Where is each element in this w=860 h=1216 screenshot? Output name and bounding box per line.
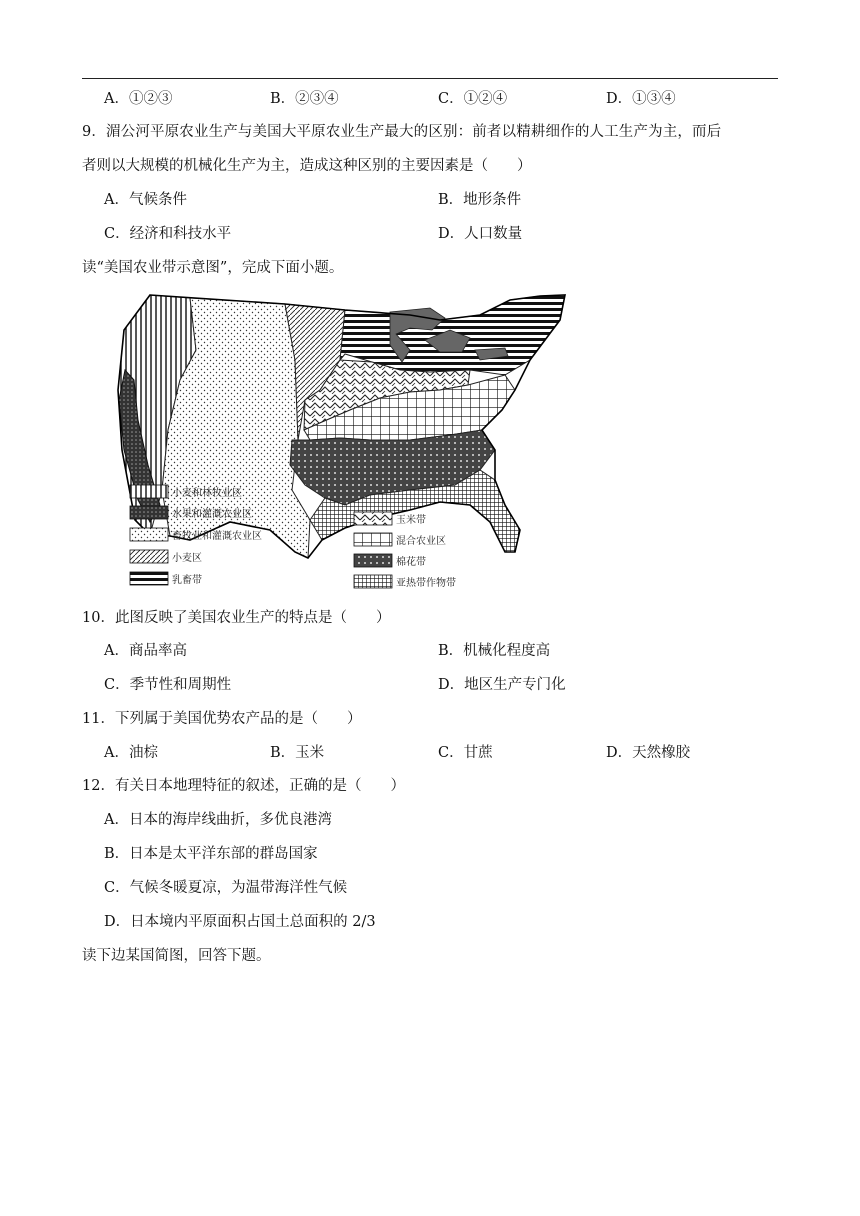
q9-option-b: B．地形条件 xyxy=(438,192,522,208)
q12-option-a: A．日本的海岸线曲折，多优良港湾 xyxy=(104,812,332,828)
q11-stem: 11．下列属于美国优势农产品的是（ ） xyxy=(82,711,362,727)
q9-stem-line2: 者则以大规模的机械化生产为主，造成这种区别的主要因素是（ ） xyxy=(82,158,532,174)
next-intro: 读下边某国简图，回答下题。 xyxy=(82,948,271,964)
q12-option-b: B．日本是太平洋东部的群岛国家 xyxy=(104,846,318,862)
legend-label-wheat: 小麦区 xyxy=(172,553,202,564)
q10-option-d: D．地区生产专门化 xyxy=(438,677,566,693)
legend-label-corn: 玉米带 xyxy=(396,515,426,526)
q9-option-a: A．气候条件 xyxy=(104,192,187,208)
q9-option-d: D．人口数量 xyxy=(438,226,523,242)
legend-right xyxy=(354,512,456,589)
q8-option-c: C．①②④ xyxy=(438,91,508,107)
legend-label-cotton: 棉花带 xyxy=(396,557,426,568)
us-agriculture-map xyxy=(110,290,585,595)
q10-option-c: C．季节性和周期性 xyxy=(104,677,232,693)
q11-option-a: A．油棕 xyxy=(104,745,158,761)
legend-label-fruit-irrigation: 水果和灌溉农业区 xyxy=(172,509,252,520)
legend-label-mixed: 混合农业区 xyxy=(396,536,446,547)
q9-option-c: C．经济和科技水平 xyxy=(104,226,232,242)
q11-option-b: B．玉米 xyxy=(270,745,325,761)
q12-stem: 12．有关日本地理特征的叙述，正确的是（ ） xyxy=(82,778,405,794)
q12-option-d: D．日本境内平原面积占国土总面积的 2/3 xyxy=(104,914,376,930)
q10-stem: 10．此图反映了美国农业生产的特点是（ ） xyxy=(82,610,391,626)
map-intro: 读“美国农业带示意图”，完成下面小题。 xyxy=(82,260,344,276)
q8-option-d: D．①③④ xyxy=(606,91,676,107)
top-rule xyxy=(82,78,778,79)
q10-option-a: A．商品率高 xyxy=(104,643,187,659)
legend-label-dairy: 乳畜带 xyxy=(172,575,202,586)
legend-label-wheat-forestry: 小麦和林牧业区 xyxy=(172,488,242,499)
q12-option-c: C．气候冬暖夏凉，为温带海洋性气候 xyxy=(104,880,348,896)
q8-option-a: A．①②③ xyxy=(104,91,173,107)
q11-option-d: D．天然橡胶 xyxy=(606,745,691,761)
q9-stem-line1: 9．湄公河平原农业生产与美国大平原农业生产最大的区别：前者以精耕细作的人工生产为主，而后 xyxy=(82,124,722,140)
q8-option-b: B．②③④ xyxy=(270,91,339,107)
q11-option-c: C．甘蔗 xyxy=(438,745,493,761)
q10-option-b: B．机械化程度高 xyxy=(438,643,551,659)
legend-label-subtropical: 亚热带作物带 xyxy=(396,578,456,589)
legend-label-grazing-irrigation: 畜牧业和灌溉农业区 xyxy=(172,531,262,542)
